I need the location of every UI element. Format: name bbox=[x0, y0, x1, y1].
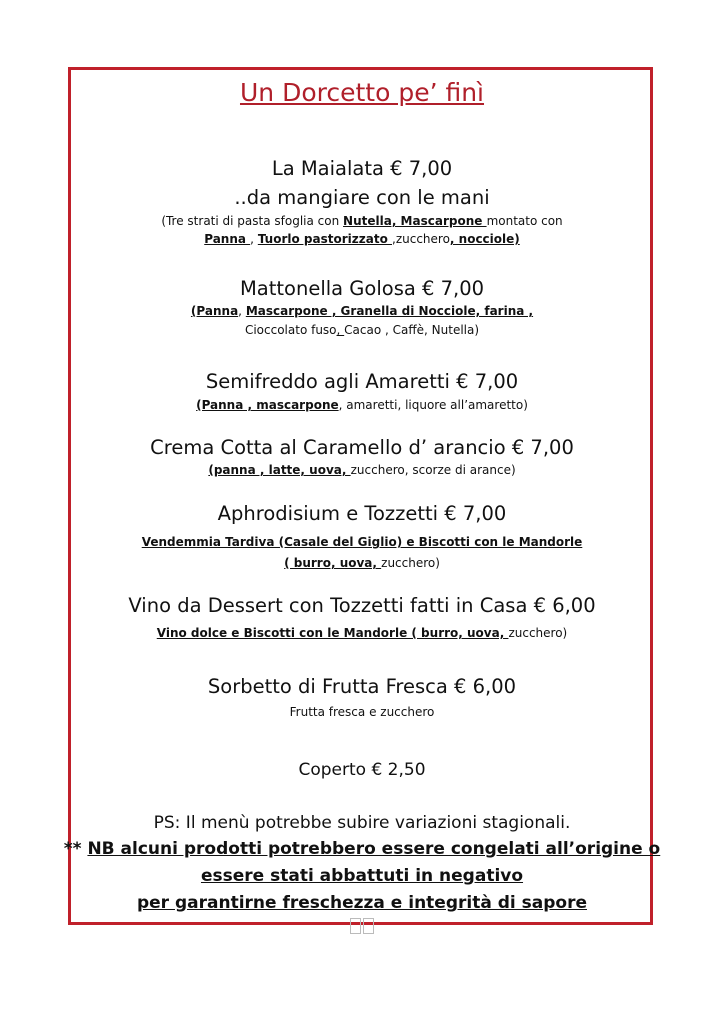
ps-note: PS: Il menù potrebbe subire variazioni stagionali. bbox=[153, 813, 571, 833]
dish-ingredients: Panna , Tuorlo pastorizzato ,zucchero, nocciole) bbox=[204, 232, 520, 246]
dish-ingredients: Vendemmia Tardiva (Casale del Giglio) e Biscotti con le Mandorle bbox=[141, 535, 583, 549]
dish-name: Vino da Dessert con Tozzetti fatti in Casa € 6,00 bbox=[128, 594, 596, 617]
dish-ingredients: (Tre strati di pasta sfoglia con Nutella, Mascarpone montato con bbox=[161, 214, 563, 228]
dish-ingredients: (Panna, Mascarpone , Granella di Nocciole, farina , bbox=[190, 304, 534, 318]
dish-name: Semifreddo agli Amaretti € 7,00 bbox=[205, 370, 519, 393]
nb-note-line2: essere stati abbattuti in negativo bbox=[200, 866, 524, 886]
glyph-placeholder-icon bbox=[0, 918, 724, 938]
dish-name: Crema Cotta al Caramello d’ arancio € 7,00 bbox=[150, 436, 574, 459]
nb-note-line3: per garantirne freschezza e integrità di sapore bbox=[136, 893, 587, 913]
dish-ingredients: Cioccolato fuso, Cacao , Caffè, Nutella) bbox=[244, 323, 480, 337]
dish-ingredients: Vino dolce e Biscotti con le Mandorle ( burro, uova, zucchero) bbox=[156, 626, 568, 640]
dish-name: Sorbetto di Frutta Fresca € 6,00 bbox=[207, 675, 517, 698]
dish-name: Aphrodisium e Tozzetti € 7,00 bbox=[217, 502, 507, 525]
cover-charge: Coperto € 2,50 bbox=[298, 760, 426, 780]
dish-ingredients: Frutta fresca e zucchero bbox=[289, 705, 435, 719]
dish-ingredients: (Panna , mascarpone, amaretti, liquore all’amaretto) bbox=[196, 398, 528, 412]
dish-ingredients: (panna , latte, uova, zucchero, scorze di arance) bbox=[208, 463, 516, 477]
menu-title: Un Dorcetto pe’ finì bbox=[239, 78, 485, 107]
dish-name: Mattonella Golosa € 7,00 bbox=[239, 277, 485, 300]
dish-ingredients: ( burro, uova, zucchero) bbox=[284, 556, 440, 570]
dish-name: La Maialata € 7,00 bbox=[271, 157, 453, 180]
nb-note-line1: ** NB alcuni prodotti potrebbero essere congelati all’origine o bbox=[63, 839, 661, 859]
dish-subtitle: ..da mangiare con le mani bbox=[234, 186, 490, 209]
